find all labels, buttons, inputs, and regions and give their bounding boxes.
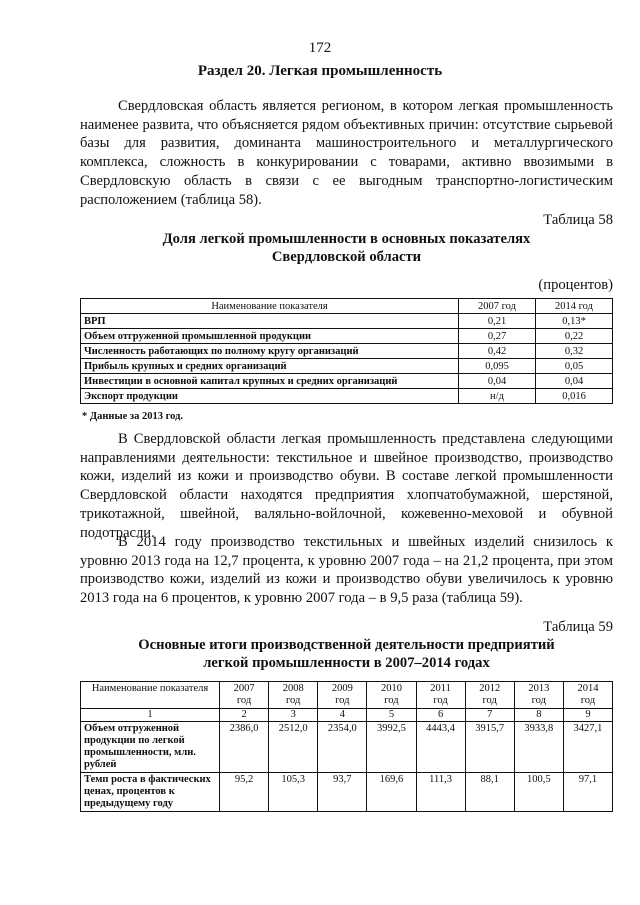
index-cell: 1 [81, 709, 220, 722]
index-cell: 3 [269, 709, 318, 722]
index-cell: 9 [563, 709, 612, 722]
table-row [81, 329, 613, 344]
table59-cell: 88,1 [465, 773, 514, 812]
table58-cell-2007: 0,27 [459, 329, 536, 344]
table59-title [80, 636, 613, 672]
table58-cell-2007: 0,42 [459, 344, 536, 359]
table59-header-row [81, 682, 613, 709]
year-suffix: год [580, 695, 596, 706]
table59-header-year [367, 682, 416, 709]
table-row [81, 344, 613, 359]
table-row [81, 359, 613, 374]
table58-row-label: Прибыль крупных и средних организаций [81, 359, 459, 374]
table59-cell: 3915,7 [465, 722, 514, 773]
table-row [81, 314, 613, 329]
table59-cell: 93,7 [318, 773, 367, 812]
table58-cell-2014: 0,13* [536, 314, 613, 329]
index-cell: 7 [465, 709, 514, 722]
index-cell: 4 [318, 709, 367, 722]
paragraph-production-2014: В 2014 году производство текстильных и швейных изделий снизилось к уровню 2013 года на 12,7 процента, к уровню 2007 года – на 21,2 процента, при этом производство кожи, изделий из кожи и производство обуви увеличилось к уровню 2013 года на 6 процентов, к уровню 2007 года – в 9,5 раза (таблица 59). [80, 534, 613, 607]
index-cell: 6 [416, 709, 465, 722]
table58-footnote: * Данные за 2013 год. [82, 411, 184, 422]
table58-title [80, 230, 613, 266]
table59-cell: 105,3 [269, 773, 318, 812]
table-row [81, 389, 613, 404]
table58-header-name: Наименование показателя [81, 299, 459, 314]
index-cell: 2 [220, 709, 269, 722]
table58-cell-2014: 0,05 [536, 359, 613, 374]
table59-cell: 2512,0 [269, 722, 318, 773]
table59-cell: 4443,4 [416, 722, 465, 773]
table58-cell-2014: 0,016 [536, 389, 613, 404]
table58-cell-2014: 0,32 [536, 344, 613, 359]
table59-header-year [220, 682, 269, 709]
table58-row-label: Численность работающих по полному кругу организаций [81, 344, 459, 359]
table59-header-year [416, 682, 465, 709]
table58-cell-2007: 0,095 [459, 359, 536, 374]
table-row [81, 722, 613, 773]
table58-cell-2007: 0,04 [459, 374, 536, 389]
table58-header-2014: 2014 год [536, 299, 613, 314]
table59-title-line2: легкой промышленности в 2007–2014 годах [203, 655, 490, 671]
table58-caption: Таблица 58 [543, 212, 613, 228]
year-value: 2014 [577, 683, 599, 694]
table58-row-label: Экспорт продукции [81, 389, 459, 404]
section-title: Раздел 20. Легкая промышленность [197, 63, 443, 79]
table58-cell-2014: 0,04 [536, 374, 613, 389]
year-suffix: год [384, 695, 399, 706]
table59-cell: 97,1 [563, 773, 612, 812]
table58-cell-2007: н/д [459, 389, 536, 404]
table58-cell-2014: 0,22 [536, 329, 613, 344]
table58-header-2007: 2007 год [459, 299, 536, 314]
table58-row-label: Объем отгруженной промышленной продукции [81, 329, 459, 344]
table59-title-line1: Основные итоги производственной деятельности предприятий [138, 637, 555, 653]
table59-cell: 95,2 [220, 773, 269, 812]
table59-cell: 100,5 [514, 773, 563, 812]
year-value: 2012 [479, 683, 501, 694]
year-suffix: год [236, 695, 252, 706]
table59-cell: 3992,5 [367, 722, 416, 773]
year-value: 2007 [233, 683, 255, 694]
table59-index-row [81, 709, 613, 722]
table59-header-year [318, 682, 367, 709]
year-suffix: год [433, 695, 448, 706]
table-row [81, 773, 613, 812]
table58-row-label: ВРП [81, 314, 459, 329]
table58-header-row [81, 299, 613, 314]
table59-cell: 111,3 [416, 773, 465, 812]
page-number: 172 [308, 40, 332, 56]
table59-cell: 2354,0 [318, 722, 367, 773]
table58-units: (процентов) [538, 277, 613, 293]
year-value: 2013 [528, 683, 550, 694]
table58-row-label: Инвестиции в основной капитал крупных и средних организаций [81, 374, 459, 389]
year-value: 2010 [380, 683, 402, 694]
table59-cell: 2386,0 [220, 722, 269, 773]
table59-row-label: Объем отгруженной продукции по легкой промышленности, млн. рублей [81, 722, 220, 773]
index-cell: 5 [367, 709, 416, 722]
table59-cell: 3933,8 [514, 722, 563, 773]
year-value: 2011 [430, 683, 451, 694]
year-value: 2008 [282, 683, 304, 694]
table59 [80, 681, 613, 812]
year-suffix: год [482, 695, 497, 706]
table58-cell-2007: 0,21 [459, 314, 536, 329]
table59-cell: 169,6 [367, 773, 416, 812]
table59-header-year [269, 682, 318, 709]
table58-title-line1: Доля легкой промышленности в основных показателях [162, 231, 531, 247]
year-suffix: год [531, 695, 546, 706]
table58 [80, 298, 613, 404]
paragraph-directions: В Свердловской области легкая промышленность представлена следующими направлениями деятельности: текстильное и швейное производство, производство кожи, изделий из кожи и производство обуви. В составе легкой промышленности Свердловской области находятся предприятия хлопчатобумажной, шерстяной, трикотажной, швейной, валяльно-войлочной, кожевенно-меховой и обувной подотрасли. [80, 431, 613, 541]
table-row [81, 374, 613, 389]
table59-row-label: Темп роста в фактических ценах, процентов к предыдущему году [81, 773, 220, 812]
paragraph-intro: Свердловская область является регионом, в котором легкая промышленность наименее развита, что объясняется рядом объективных причин: отсутствие сырьевой базы для развития, доминанта машиностроительного и металлургического комплекса, сложность в конкурировании с товарами, активно ввозимыми в Свердловскую область в связи с ее выгодным транспортно-логистическим расположением (таблица 58). [80, 98, 613, 208]
table59-header-year [514, 682, 563, 709]
year-suffix: год [335, 695, 350, 706]
table59-caption: Таблица 59 [543, 619, 613, 635]
table59-cell: 3427,1 [563, 722, 612, 773]
table59-header-year [563, 682, 612, 709]
year-suffix: год [286, 695, 301, 706]
table59-header-year [465, 682, 514, 709]
table59-header-name: Наименование показателя [81, 682, 220, 709]
year-value: 2009 [331, 683, 353, 694]
index-cell: 8 [514, 709, 563, 722]
table58-title-line2: Свердловской области [271, 249, 422, 265]
